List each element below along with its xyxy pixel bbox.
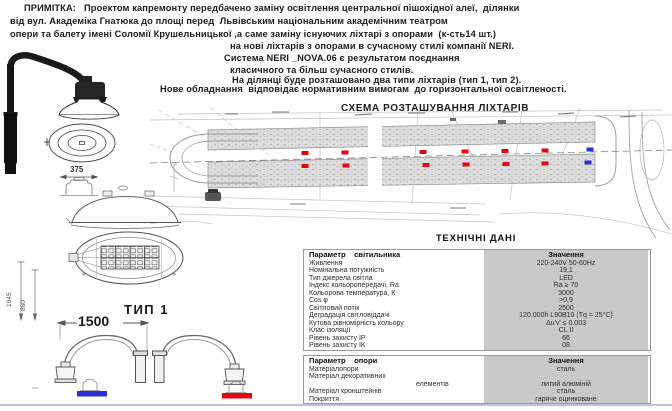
param-cell: Матеріал кронштейнів (309, 388, 382, 395)
table-row (304, 381, 650, 389)
table-row (304, 335, 650, 343)
note-line-5: Система NERI _NOVA.06 є результатом поєднання (224, 53, 460, 63)
table-row (304, 305, 650, 313)
dim-1045-label: 1045 (6, 292, 13, 307)
param-header-cell: Параметр світильника (309, 250, 401, 259)
param-cell: Тип джерела світла (309, 274, 373, 282)
value-cell: литий алюміній (484, 381, 648, 389)
param-cell: Номінальна потужність (309, 267, 385, 274)
dim-860-label: 860 (20, 300, 27, 311)
value-cell: Ra ≥ 70 (484, 282, 648, 290)
table-row (304, 275, 650, 283)
table-header-row (304, 250, 650, 260)
note-line-7: На ділянці буде розташовано два типи ліхтарів (тип 1, тип 2). (232, 75, 522, 85)
value-cell: сталь (484, 366, 648, 374)
param-cell: Матеріал декоративних (309, 373, 386, 380)
note-line-8: Нове обладнання відповідає нормативним вимогам до горизонтальної освітленості. (160, 84, 567, 94)
note-line-1: ПРИМІТКА: Проектом капремонту передбачено заміну освітлення центральної пішохідної алеї, ділянки (24, 3, 520, 13)
value-cell: 2500 (484, 305, 648, 313)
value-cell: 66 (484, 335, 648, 343)
type1-lamp-drawing (30, 318, 270, 408)
value-header-cell: Значення (484, 356, 648, 366)
param-cell: Кутова рівномірність кольору (309, 319, 404, 327)
dim-375-lines (61, 175, 97, 178)
table-row (304, 260, 650, 268)
value-cell: 120.000h L90B10 (Tq = 25°C) (484, 312, 648, 320)
lamp-center-poles (134, 351, 167, 383)
dim-1500-label: 1500 (78, 313, 110, 329)
bottom-divider-line (0, 404, 672, 406)
type2-color-bar (77, 391, 107, 397)
pole-spec-table (303, 355, 651, 404)
table-row (304, 388, 650, 396)
value-cell (484, 373, 648, 381)
note-line-6: класичного та більш сучасного стилів. (230, 65, 414, 75)
param-cell: Світловий потік (309, 304, 360, 312)
value-cell: Δu'v' ≤ 0.003 (484, 320, 648, 328)
tech-data-title: ТЕХНІЧНІ ДАНІ (435, 233, 517, 244)
height-dim-lines (18, 262, 39, 320)
table-row (304, 282, 650, 290)
table-row (304, 320, 650, 328)
lamp-arm (11, 55, 86, 84)
param-cell: Деградація світловіддачі (309, 312, 390, 319)
param-cell: Покриття (309, 395, 339, 403)
value-cell: >0,9 (484, 297, 648, 305)
value-cell: 220-240V 50-60Hz (484, 260, 648, 268)
table-row (304, 267, 650, 275)
led-module-view (69, 232, 183, 284)
param-cell: Кольорова температура, К (309, 289, 396, 297)
dim-375-label: 375 (70, 165, 84, 174)
value-cell: 3000 (484, 290, 648, 298)
luminaire-spec-table (303, 249, 651, 351)
value-header-cell: Значення (484, 250, 648, 260)
lamp-arches (64, 336, 236, 371)
note-line-4: на нові ліхтарів з опорами в сучасному стилі компанії NERI. (230, 41, 515, 51)
lamp-head (59, 76, 119, 119)
table-row (304, 297, 650, 305)
param-cell: Рівень захисту IP (309, 334, 366, 342)
param-cell: Рівень захисту IK (309, 342, 366, 349)
type2-cap-symbol (80, 380, 100, 391)
pavement-band-top (208, 122, 595, 150)
cap-profile (60, 178, 98, 196)
table-row (304, 312, 650, 320)
type1-label: ТИП 1 (124, 302, 169, 317)
param-cell: Індекс кольоропередачі, Ra (309, 282, 399, 289)
scheme-title: СХЕМА РОЗТАШУВАННЯ ЛІХТАРІВ (341, 103, 530, 114)
value-cell: сталь (484, 388, 648, 396)
value-cell: гаряче оцинковане (484, 396, 648, 404)
note-line-2: від вул. Академіка Гнатюка до площі перед Львівським національним академічним театром (10, 16, 448, 26)
value-cell: CL II (484, 327, 648, 335)
table-row (304, 290, 650, 298)
table-row (304, 366, 650, 374)
type1-color-bar (222, 393, 252, 399)
value-cell: 08 (484, 342, 648, 350)
table-row (304, 396, 650, 404)
param-cell: Живлення (309, 259, 343, 267)
param-header-cell: Параметр опори (309, 356, 378, 365)
pavement-band-bottom (208, 154, 595, 188)
lamp-head-left (55, 362, 76, 383)
note-line-3: опери та балету імені Соломії Крушельницької ,а саме заміну існуючих ліхтарі з опорами (к-сть14 шт.) (10, 29, 497, 39)
table-row (304, 327, 650, 335)
table-row (304, 373, 650, 381)
value-cell: LED (484, 275, 648, 283)
table-header-row (304, 356, 650, 366)
value-cell: 19,1 (484, 267, 648, 275)
param-cell: елементів (416, 380, 449, 388)
luminaire-top-view (44, 124, 115, 162)
band-gap (368, 118, 382, 192)
param-cell: Клас ізоляції (309, 327, 351, 334)
param-cell: Cos φ (309, 297, 328, 304)
table-row (304, 342, 650, 350)
param-cell: Матеріалопори (309, 365, 359, 373)
